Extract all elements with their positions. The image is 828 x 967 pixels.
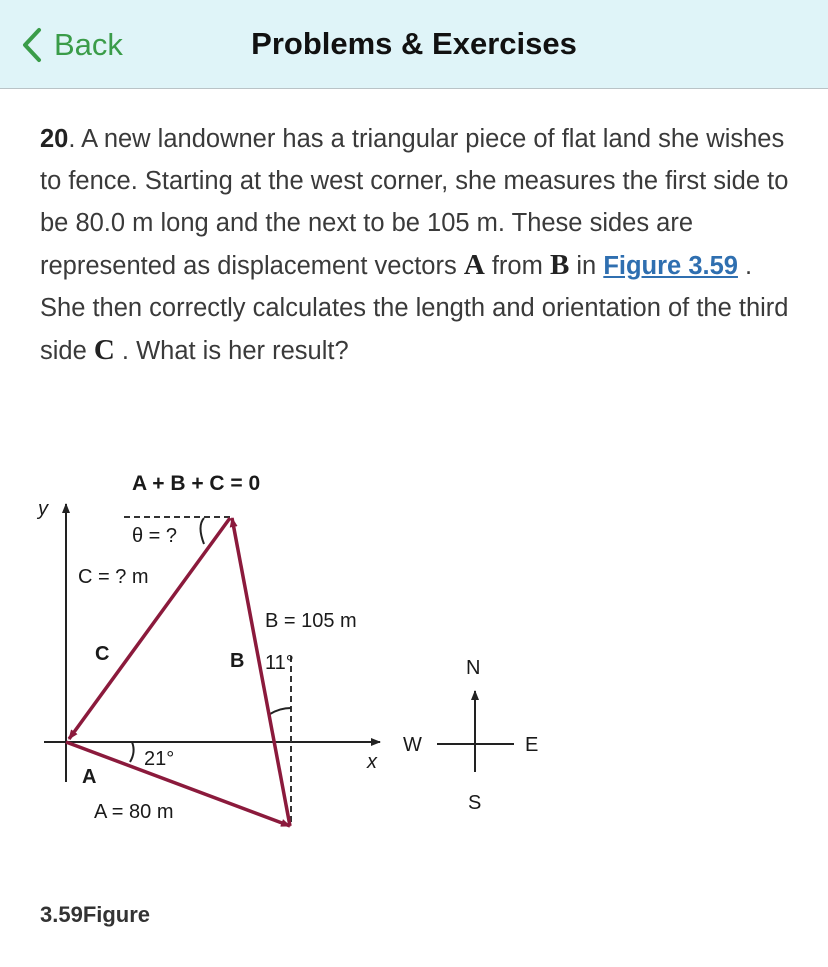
c-vector-label: C bbox=[95, 643, 110, 665]
theta-angle-arc bbox=[201, 518, 205, 544]
figure-link[interactable]: Figure 3.59 bbox=[603, 252, 738, 280]
compass-south-label: S bbox=[468, 792, 482, 814]
navigation-bar bbox=[0, 0, 828, 89]
problem-text-part: in bbox=[569, 252, 604, 280]
vector-a-symbol: A bbox=[463, 249, 485, 281]
compass-west-label: W bbox=[403, 734, 422, 756]
x-axis-label: x bbox=[367, 751, 377, 773]
b-vector-label: B bbox=[230, 650, 245, 672]
b-angle-arc bbox=[270, 708, 291, 714]
equation-label: A + B + C = 0 bbox=[132, 472, 261, 495]
problem-text-part: . She then correctly calculates the length and orientation of the third side bbox=[40, 252, 789, 365]
a-angle-arc bbox=[130, 742, 134, 762]
figure-caption: 3.59Figure bbox=[40, 902, 151, 927]
theta-label: θ = ? bbox=[132, 525, 178, 547]
vector-c-arrow bbox=[69, 518, 230, 739]
a-magnitude-label: A = 80 m bbox=[94, 801, 174, 823]
b-magnitude-label: B = 105 m bbox=[265, 610, 357, 632]
compass-rose bbox=[403, 657, 538, 814]
problem-number: 20 bbox=[40, 125, 69, 153]
problem-text-part: . A new landowner has a triangular piece of flat land she wishes to fence. Starting at the west corner, she measures the first side to be 80.0 m long and the next to be 105 m. These sides are represented as displacement vectors bbox=[40, 125, 789, 280]
page-title: Problems & Exercises bbox=[251, 26, 577, 61]
b-angle-label: 11° bbox=[265, 652, 294, 674]
compass-north-label: N bbox=[466, 657, 481, 679]
problem-text bbox=[40, 118, 800, 372]
vector-c-symbol: C bbox=[93, 334, 115, 366]
a-vector-label: A bbox=[82, 766, 97, 788]
c-magnitude-label: C = ? m bbox=[78, 566, 149, 588]
problem-text-part: . What is her result? bbox=[114, 337, 349, 365]
back-label: Back bbox=[54, 27, 123, 62]
compass-east-label: E bbox=[525, 734, 539, 756]
vector-diagram bbox=[32, 460, 562, 845]
y-axis-label: y bbox=[38, 498, 48, 520]
problem-text-part: from bbox=[484, 252, 550, 280]
a-angle-label: 21° bbox=[144, 748, 175, 770]
vector-b-symbol: B bbox=[549, 249, 570, 281]
